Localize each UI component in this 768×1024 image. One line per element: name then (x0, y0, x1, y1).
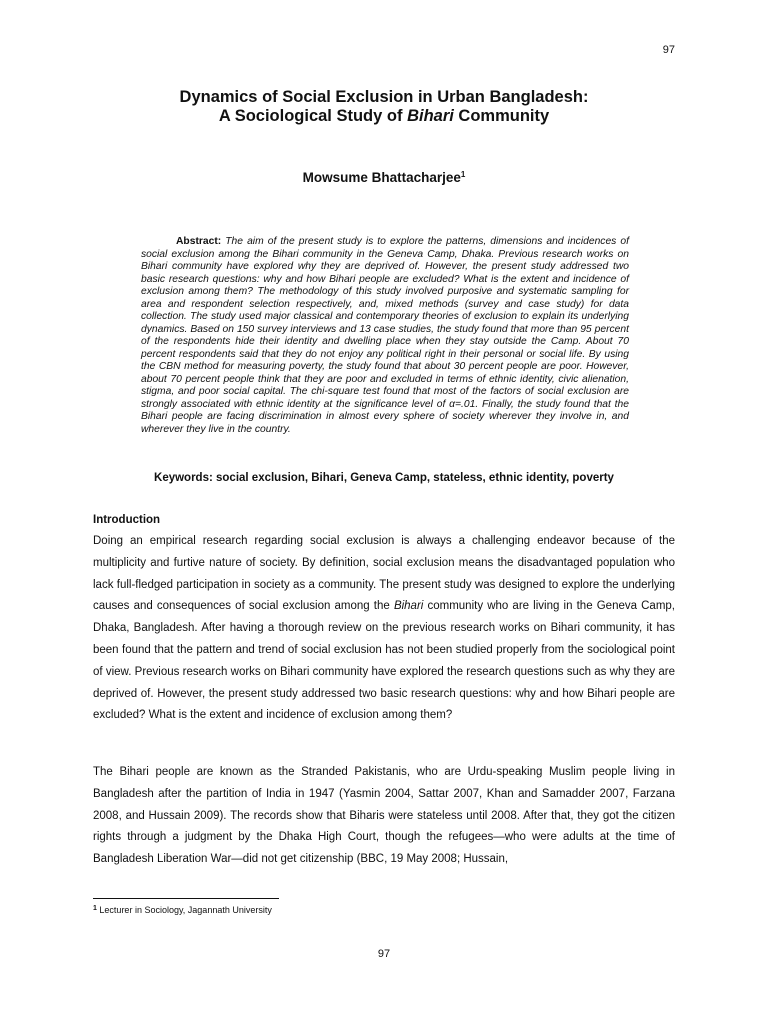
title-line-2-italic: Bihari (407, 107, 454, 125)
author-footnote-mark: 1 (460, 170, 466, 179)
footnote-text: Lecturer in Sociology, Jagannath University (99, 905, 272, 915)
footnote-rule (93, 898, 279, 899)
author-name: Mowsume Bhattacharjee (302, 170, 461, 185)
paper-title (0, 88, 768, 126)
title-line-2 (0, 107, 768, 126)
introduction-paragraph-2: The Bihari people are known as the Stranded Pakistanis, who are Urdu-speaking Muslim people living in Bangladesh after the partition of India in 1947 (Yasmin 2004, Sattar 2007, Khan and Samadder 2007, Farzana 2008, and Hussain 2009). The records show that Biharis were stateless until 2008. After that, they got the citizen rights through a judgment by the Dhaka High Court, though the refugees—who were adults at the time of Bangladesh Liberation War—did not get citizenship (BBC, 19 May 2008; Hussain, (93, 766, 675, 866)
section-heading-introduction: Introduction (93, 514, 161, 526)
page-number-bottom: 97 (377, 948, 391, 960)
keywords: Keywords: social exclusion, Bihari, Geneva Camp, stateless, ethnic identity, poverty (154, 472, 614, 484)
abstract-label: Abstract: (176, 236, 222, 247)
author (0, 170, 768, 185)
p1-part-a: Doing an empirical research regarding social exclusion is always a challenging endeavor because of the multiplicity and furtive nature of society. By definition, social exclusion means the disadvantaged population who lack full-fledged participation in society as a community. The present study was designed to explore the underlying causes and consequences of social exclusion among the (93, 535, 675, 613)
abstract (141, 236, 629, 436)
p1-part-b: community who are living in the Geneva Camp, Dhaka, Bangladesh. After having a thorough review on the previous research works on Bihari community, it has been found that the pattern and trend of social exclusion has not been studied properly from the sociological point of view. Previous research works on Bihari community have explored the research questions such as why they are deprived of. However, the present study addressed two basic research questions: why and how Bihari people are excluded? What is the extent and incidence of exclusion among them? (93, 600, 676, 722)
page-number-top: 97 (662, 44, 675, 56)
p1-italic: Bihari (393, 600, 424, 613)
footnote-mark: 1 (93, 905, 97, 912)
title-line-2-post: Community (453, 107, 550, 125)
title-line-1: Dynamics of Social Exclusion in Urban Bangladesh: (179, 88, 589, 106)
footnote (93, 905, 272, 915)
title-line-2-pre: A Sociological Study of (218, 107, 408, 125)
introduction-paragraph-1 (93, 531, 675, 727)
abstract-text: The aim of the present study is to explore the patterns, dimensions and incidences of social exclusion among the Bihari community in the Geneva Camp, Dhaka. Previous research works on Bihari community have explored why they are deprived of. However, the present study addressed two basic research questions: why and how Bihari people are excluded? What is the extent and incidence of exclusion among them? The methodology of this study involved purposive and systematic sampling for area and respondent selection respectively, and, mixed methods (survey and case study) for data collection. The study used major classical and contemporary theories of exclusion to explain its underlying dynamics. Based on 150 survey interviews and 13 case studies, the study found that more than 95 percent of the respondents hide their identity and dwelling place when they stay outside the Camp. About 70 percent respondents said that they do not enjoy any political right in their personal or social life. By using the CBN method for measuring poverty, the study found that about 30 percent people are poor. However, about 70 percent people think that they are poor and excluded in terms of ethnic identity, civic alienation, stigma, and poor social capital. The chi-square test found that most of the factors of social exclusion are strongly associated with ethnic identity at the significance level of α=.01. Finally, the study found that the Bihari people are facing discrimination in almost every sphere of society wherever they involve in, and wherever they live in the country. (141, 236, 629, 435)
